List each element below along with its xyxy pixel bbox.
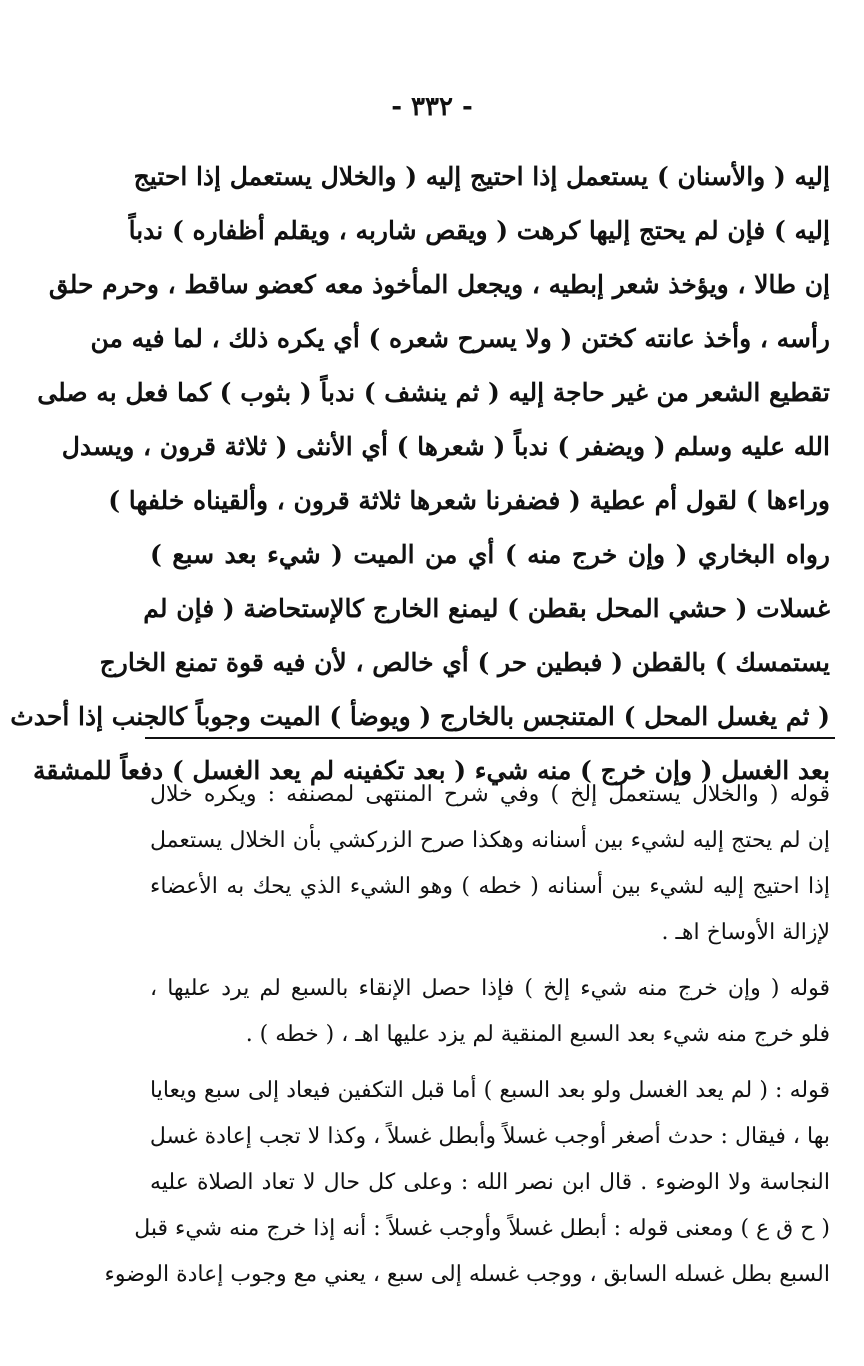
page-number: - ٣٣٢ - bbox=[391, 92, 473, 122]
footnote bbox=[150, 772, 830, 956]
main-text-line: رواه البخاري ( وإن خرج منه ) أي من الميت ( شيء بعد سبع ) bbox=[150, 540, 830, 569]
footnote bbox=[104, 1068, 830, 1298]
footnote-line: قوله ( وإن خرج منه شيء إلخ ) فإذا حصل الإنقاء بالسبع لم يرد عليها ، bbox=[150, 976, 830, 1001]
main-text-line: وراءها ) لقول أم عطية ( فضفرنا شعرها ثلاثة قرون ، وألقيناه خلفها ) bbox=[108, 486, 830, 515]
footnotes bbox=[104, 772, 830, 1308]
main-text-line: إن طالا ، ويؤخذ شعر إبطيه ، ويجعل المأخوذ معه كعضو ساقط ، وحرم حلق bbox=[48, 270, 830, 299]
main-text-line: ( ثم يغسل المحل ) المتنجس بالخارج ( ويوضأ ) الميت وجوباً كالجنب إذا أحدث bbox=[10, 702, 830, 731]
main-text-body bbox=[10, 150, 830, 798]
main-text-line: غسلات ( حشي المحل بقطن ) ليمنع الخارج كالإستحاضة ( فإن لم bbox=[143, 594, 830, 623]
footnote-line: قوله : ( لم يعد الغسل ولو بعد السبع ) أما قبل التكفين فيعاد إلى سبع ويعايا bbox=[150, 1078, 830, 1103]
footnote-line: بها ، فيقال : حدث أصغر أوجب غسلاً وأبطل غسلاً ، وكذا لا تجب إعادة غسل bbox=[149, 1124, 830, 1149]
footnote-line: لإزالة الأوساخ اهـ . bbox=[661, 920, 830, 945]
footnote-line: إن لم يحتج إليه لشيء بين أسنانه وهكذا صرح الزركشي بأن الخلال يستعمل bbox=[150, 828, 830, 853]
main-text-line: إليه ) فإن لم يحتج إليها كرهت ( ويقص شاربه ، ويقلم أظفاره ) ندباً bbox=[128, 216, 830, 245]
footnote-line: النجاسة ولا الوضوء . قال ابن نصر الله : وعلى كل حال لا تعاد الصلاة عليه bbox=[150, 1170, 830, 1195]
footnote-line: إذا احتيج إليه لشيء بين أسنانه ( خطه ) وهو الشيء الذي يحك به الأعضاء bbox=[150, 874, 830, 899]
main-text-line: الله عليه وسلم ( ويضفر ) ندباً ( شعرها ) أي الأنثى ( ثلاثة قرون ، ويسدل bbox=[61, 432, 830, 461]
footnote-line: ( ح ق ع ) ومعنى قوله : أبطل غسلاً وأوجب غسلاً : أنه إذا خرج منه شيء قبل bbox=[134, 1216, 830, 1241]
footnote-line: قوله ( والخلال يستعمل إلخ ) وفي شرح المنتهى لمصنفه : ويكره خلال bbox=[150, 782, 830, 807]
footnote bbox=[150, 966, 830, 1058]
footnote-divider bbox=[145, 737, 835, 739]
main-text-line: تقطيع الشعر من غير حاجة إليه ( ثم ينشف ) ندباً ( بثوب ) كما فعل به صلى bbox=[37, 378, 830, 407]
main-text-line: يستمسك ) بالقطن ( فبطين حر ) أي خالص ، لأن فيه قوة تمنع الخارج bbox=[99, 648, 830, 677]
main-text-line: إليه ( والأسنان ) يستعمل إذا احتيج إليه ( والخلال يستعمل إذا احتيج bbox=[133, 162, 830, 191]
main-text-line: بعد الغسل ( وإن خرج ) منه شيء ( بعد تكفينه لم يعد الغسل ) دفعاً للمشقة bbox=[33, 756, 830, 785]
footnote-line: فلو خرج منه شيء بعد السبع المنقية لم يزد عليها اهـ ، ( خطه ) . bbox=[245, 1022, 830, 1047]
main-text-line: رأسه ، وأخذ عانته كختن ( ولا يسرح شعره ) أي يكره ذلك ، لما فيه من bbox=[90, 324, 830, 353]
footnote-line: السبع بطل غسله السابق ، ووجب غسله إلى سبع ، يعني مع وجوب إعادة الوضوء bbox=[104, 1262, 830, 1287]
